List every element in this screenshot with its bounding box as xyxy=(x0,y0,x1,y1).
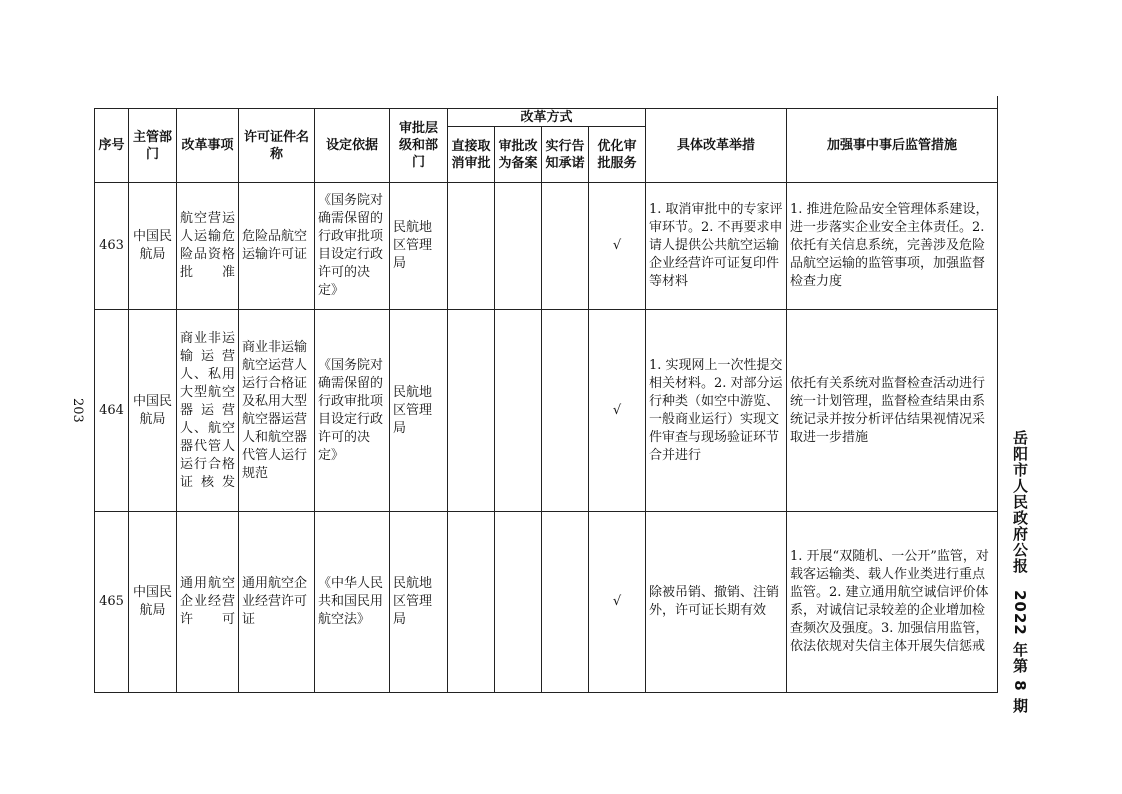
table-row xyxy=(95,183,998,310)
reform-table xyxy=(94,108,998,693)
header-notify: 实行告知承诺 xyxy=(542,127,589,183)
cell-dept: 中国民航局 xyxy=(129,183,177,310)
cell-dept: 中国民航局 xyxy=(129,512,177,693)
cell-seq: 463 xyxy=(95,183,129,310)
cell-item: 航空营运人运输危险品资格批准 xyxy=(177,183,239,310)
cell-optimize: √ xyxy=(589,512,646,693)
cell-notify xyxy=(542,512,589,693)
cell-optimize: √ xyxy=(589,183,646,310)
cell-measures: 1. 实现网上一次性提交相关材料。2. 对部分运行种类（如空中游览、一般商业运行）实现文件审查与现场验证环节合并进行 xyxy=(646,310,787,512)
cell-level: 民航地区管理局 xyxy=(390,183,448,310)
cell-dept: 中国民航局 xyxy=(129,310,177,512)
header-dept: 主管部门 xyxy=(129,109,177,183)
cell-supervision: 1. 开展“双随机、一公开”监管，对载客运输类、载人作业类进行重点监管。2. 建立通用航空诚信评价体系，对诚信记录较差的企业增加检查频次及强度。3. 加强信用监管，依法依规对失信主体开展失信惩戒 xyxy=(787,512,998,693)
cell-license: 危险品航空运输许可证 xyxy=(239,183,315,310)
cell-level: 民航地区管理局 xyxy=(390,310,448,512)
cell-basis: 《国务院对确需保留的行政审批项目设定行政许可的决定》 xyxy=(315,310,390,512)
header-optimize: 优化审批服务 xyxy=(589,127,646,183)
cell-filing xyxy=(495,512,542,693)
cell-notify xyxy=(542,183,589,310)
cell-seq: 464 xyxy=(95,310,129,512)
cell-basis: 《中华人民共和国民用航空法》 xyxy=(315,512,390,693)
header-reform-mode: 改革方式 xyxy=(448,109,646,127)
cell-measures: 1. 取消审批中的专家评审环节。2. 不再要求申请人提供公共航空运输企业经营许可证复印件等材料 xyxy=(646,183,787,310)
cell-license: 商业非运输航空运营人运行合格证及私用大型航空器运营人和航空器代管人运行规范 xyxy=(239,310,315,512)
cell-seq: 465 xyxy=(95,512,129,693)
cell-cancel xyxy=(448,183,495,310)
table-row xyxy=(95,512,998,693)
header-measures: 具体改革举措 xyxy=(646,109,787,183)
cell-item: 通用航空企业经营许可 xyxy=(177,512,239,693)
cell-optimize: √ xyxy=(589,310,646,512)
header-basis: 设定依据 xyxy=(315,109,390,183)
cell-license: 通用航空企业经营许可证 xyxy=(239,512,315,693)
cell-filing xyxy=(495,310,542,512)
cell-level: 民航地区管理局 xyxy=(390,512,448,693)
cell-basis: 《国务院对确需保留的行政审批项目设定行政许可的决定》 xyxy=(315,183,390,310)
cell-item: 商业非运输运营人、私用大型航空器运营人、航空器代管人运行合格证核发 xyxy=(177,310,239,512)
header-cancel: 直接取消审批 xyxy=(448,127,495,183)
cell-supervision: 1. 推进危险品安全管理体系建设，进一步落实企业安全主体责任。2. 依托有关信息系统，完善涉及危险品航空运输的监管事项，加强监督检查力度 xyxy=(787,183,998,310)
cell-cancel xyxy=(448,310,495,512)
header-item: 改革事项 xyxy=(177,109,239,183)
header-level: 审批层级和部门 xyxy=(390,109,448,183)
journal-title: 岳阳市人民政府公报 2022 年第 8 期 xyxy=(1011,430,1029,714)
cell-cancel xyxy=(448,512,495,693)
cell-notify xyxy=(542,310,589,512)
header-seq: 序号 xyxy=(95,109,129,183)
table-row xyxy=(95,310,998,512)
header-supervision: 加强事中事后监管措施 xyxy=(787,109,998,183)
cell-measures: 除被吊销、撤销、注销外，许可证长期有效 xyxy=(646,512,787,693)
cell-filing xyxy=(495,183,542,310)
header-license: 许可证件名称 xyxy=(239,109,315,183)
page-number: 203 xyxy=(70,398,85,423)
cell-supervision: 依托有关系统对监督检查活动进行统一计划管理，监督检查结果由系统记录并按分析评估结果视情况采取进一步措施 xyxy=(787,310,998,512)
header-filing: 审批改为备案 xyxy=(495,127,542,183)
